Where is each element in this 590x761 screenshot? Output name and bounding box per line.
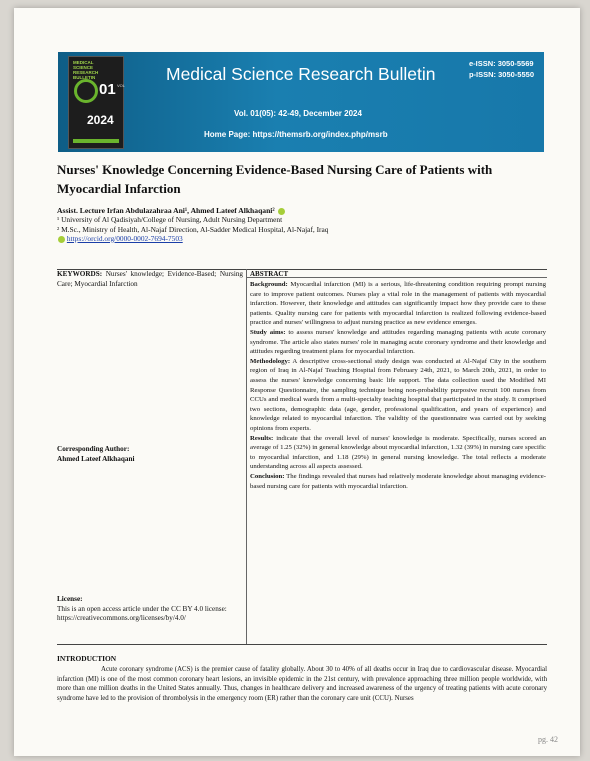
cover-title-line: SCIENCE bbox=[73, 65, 94, 70]
home-page-link[interactable]: https://themsrb.org/index.php/msrb bbox=[252, 130, 388, 139]
keywords-text: Nurses' knowledge; Evidence-Based; Nursing Care; Myocardial Infarction bbox=[57, 270, 244, 288]
orcid-icon[interactable] bbox=[278, 208, 285, 215]
abstract-section bbox=[250, 270, 546, 491]
journal-cover-image bbox=[68, 56, 124, 149]
issn-block bbox=[469, 58, 534, 80]
license-text: This is an open access article under the CC BY 4.0 license: bbox=[57, 604, 227, 613]
info-box-divider bbox=[246, 269, 247, 644]
cover-year: 2024 bbox=[87, 113, 114, 127]
abstract-conclusion bbox=[250, 472, 546, 491]
abstract-results bbox=[250, 434, 546, 472]
corresponding-label: Corresponding Author: bbox=[57, 445, 130, 453]
eissn: e-ISSN: 3050-5569 bbox=[468, 59, 534, 68]
cover-title bbox=[73, 60, 119, 80]
cover-ring-graphic bbox=[74, 79, 98, 103]
conclusion-label: Conclusion: bbox=[250, 472, 285, 480]
cover-title-line: RESEARCH bbox=[73, 70, 99, 75]
orcid-icon bbox=[58, 236, 65, 243]
aims-text: to assess nurses' knowledge and attitudes regarding managing patients with acute coronary syndrome. The article also states nurses' role in managing acute coronary syndrome and their knowledge and attitudes regarding treatment plans for myocardial infarction. bbox=[250, 329, 547, 356]
info-box-bottom-rule bbox=[57, 644, 547, 645]
affiliation-2: ² M.Sc., Ministry of Health, Al-Najaf Direction, Al-Sadder Medical Hospital, Al-Najaf, Iraq bbox=[57, 224, 329, 234]
license-section bbox=[57, 595, 243, 624]
article-title: Nurses' Knowledge Concerning Evidence-Based Nursing Care of Patients with Myocardial Infarction bbox=[57, 162, 493, 196]
page-number: pg. 42 bbox=[538, 735, 558, 744]
abstract-background bbox=[250, 280, 546, 328]
abstract-heading: ABSTRACT bbox=[250, 270, 289, 278]
corresponding-name: Ahmed Lateef Alkhaqani bbox=[57, 454, 135, 463]
aims-label: Study aims: bbox=[250, 329, 286, 337]
keywords-label: KEYWORDS: bbox=[57, 270, 103, 278]
methodology-label: Methodology: bbox=[250, 357, 291, 365]
home-page-line bbox=[204, 130, 388, 139]
corresponding-author-section bbox=[57, 445, 243, 464]
conclusion-text: The findings revealed that nurses had relatively moderate knowledge about managing evidence-based nursing care for patients with myocardial infarction. bbox=[250, 472, 546, 490]
license-link[interactable]: https://creativecommons.org/licenses/by/4.0/ bbox=[57, 614, 186, 623]
author-names: Assist. Lecture Irfan Abdulazahraa Ani¹, Ahmed Lateef Alkhaqani² bbox=[57, 206, 275, 215]
cover-volume-label: VOL bbox=[117, 83, 126, 88]
journal-title: Medical Science Research Bulletin bbox=[166, 64, 436, 84]
license-label: License: bbox=[57, 595, 83, 603]
article-page bbox=[14, 8, 580, 756]
pissn: p-ISSN: 3050-5550 bbox=[468, 70, 534, 79]
keywords-section bbox=[57, 270, 243, 289]
orcid-link[interactable]: https://orcid.org/0000-0002-7694-7503 bbox=[66, 233, 183, 243]
methodology-text: A descriptive cross-sectional study design was conducted at Al-Najaf City in the southern region of Iraq in Al-Najaf Teaching Hospital from February 24th, 2021, to March 20th, 2021, in order to assess the nurses' knowledge concerning basic life support. The data collection used the Modified MI Response Questionnaire, the sampling technique being non-probability purposive recruit 100 nurses from CCUs and medical wards from a multi-specialty teaching hospital that participated in the study. It comprised two sections, demographic data (age, gender, professional qualification, and years of experience) and knowledge related to myocardial infarction. The validity of the questionnaire was carried out by seeking opinions from experts. bbox=[250, 357, 546, 432]
cover-title-line: BULLETIN bbox=[73, 75, 96, 80]
volume-line: Vol. 01(05): 42-49, December 2024 bbox=[234, 109, 362, 118]
results-text: indicate that the overall level of nurses' knowledge is moderate. Specifically, nurses scored an average of 1.25 (32%) in general knowledge about myocardial infarction, 1.32 (39%) in nursing care specific to myocardial infarction, and 1.18 (29%) in general nursing knowledge. The total reflects a moderate understanding across all aspects assessed. bbox=[250, 434, 546, 471]
background-text: Myocardial infarction (MI) is a serious, life-threatening condition requiring prompt nursing care to improve patient outcomes. Nurses play a vital role in the management of patients with myocardial infarction. However, their knowledge and attitudes can significantly impact how they provide care to these patients. Quality nursing care for patients with myocardial infarction is realized following evidence-based practice and nurses' willingness to adjust nursing practice as new evidence emerges. bbox=[250, 281, 547, 327]
abstract-aims bbox=[250, 328, 546, 357]
cover-accent-bar bbox=[73, 139, 119, 143]
cover-volume: 01 bbox=[99, 81, 116, 98]
journal-banner bbox=[58, 52, 544, 152]
cover-title-line: MEDICAL bbox=[73, 60, 94, 65]
background-label: Background: bbox=[250, 281, 288, 289]
results-label: Results: bbox=[250, 434, 274, 442]
affiliation-1: ¹ University of Al Qadisiyah/College of Nursing, Adult Nursing Department bbox=[57, 215, 283, 225]
author-block bbox=[57, 206, 547, 243]
abstract-methodology bbox=[250, 357, 546, 434]
introduction-text: Acute coronary syndrome (ACS) is the premier cause of fatality globally. About 30 to 40% of all deaths occur in Iraq due to cardiovascular disease. Myocardial infarction (MI) is one of the most common coronary heart lesions, an invisible epidemic in the 21st century, with prevalence approaching three million people worldwide, with more than one million deaths in the United States annually. Thus, changes in healthcare delivery and increased awareness of the urgency of treating patients with acute coronary syndrome have led to the provision of thrombolysis in the emergency room (ER) rather than the coronary care unit (CCU). Nurses bbox=[57, 666, 547, 702]
home-page-label: Home Page: bbox=[204, 130, 251, 139]
introduction-heading: INTRODUCTION bbox=[57, 654, 117, 663]
